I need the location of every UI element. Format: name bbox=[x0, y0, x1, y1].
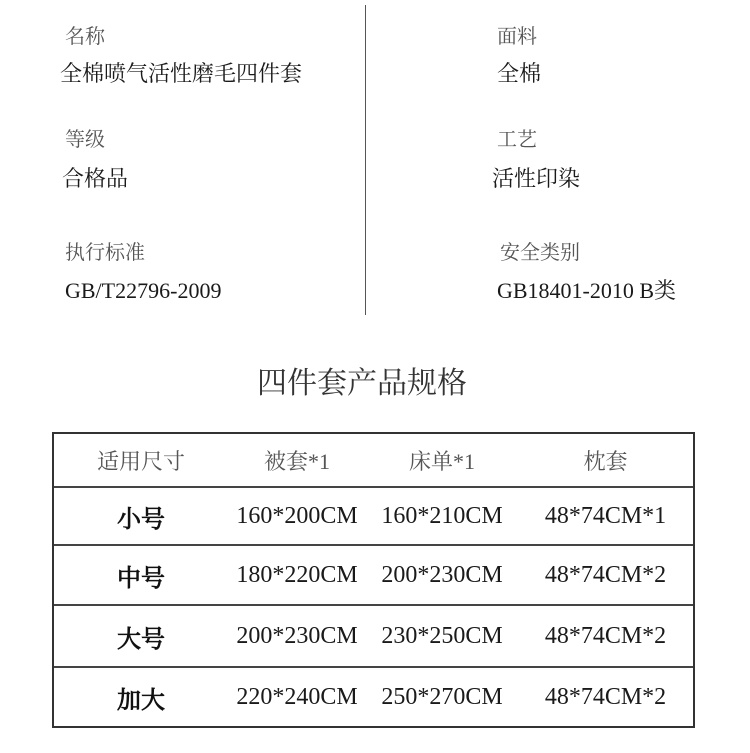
table-row bbox=[54, 606, 693, 668]
row-pillowcase-size: 48*74CM*2 bbox=[544, 622, 667, 649]
spec-value-standard: GB/T22796-2009 bbox=[65, 278, 222, 303]
row-duvet-size: 220*240CM bbox=[236, 683, 358, 710]
row-pillowcase-size: 48*74CM*1 bbox=[544, 502, 667, 529]
spec-label-grade: 等级 bbox=[65, 129, 105, 151]
spec-value-name: 全棉喷气活性磨毛四件套 bbox=[60, 61, 303, 86]
row-duvet-size: 180*220CM bbox=[236, 561, 358, 588]
row-sheet-size: 200*230CM bbox=[381, 561, 503, 588]
row-sheet-size: 160*210CM bbox=[381, 502, 503, 529]
header-duvet: 被套*1 bbox=[263, 448, 330, 474]
size-table bbox=[52, 432, 695, 728]
row-duvet-size: 160*200CM bbox=[236, 502, 358, 529]
table-row bbox=[54, 488, 693, 546]
row-pillowcase-size: 48*74CM*2 bbox=[544, 683, 667, 710]
row-size-label: 大号 bbox=[117, 626, 165, 653]
spec-value-process: 活性印染 bbox=[492, 166, 581, 191]
row-size-label: 小号 bbox=[117, 506, 165, 533]
spec-label-standard: 执行标准 bbox=[65, 242, 145, 264]
spec-label-safety: 安全类别 bbox=[500, 242, 580, 264]
header-sheet: 床单*1 bbox=[408, 448, 475, 474]
table-header-row bbox=[54, 434, 693, 488]
table-title: 四件套产品规格 bbox=[257, 367, 467, 400]
row-duvet-size: 200*230CM bbox=[236, 622, 358, 649]
spec-value-fabric: 全棉 bbox=[497, 61, 542, 86]
spec-value-grade: 合格品 bbox=[62, 166, 129, 191]
header-pillowcase: 枕套 bbox=[583, 448, 628, 474]
spec-label-process: 工艺 bbox=[497, 129, 537, 151]
header-size: 适用尺寸 bbox=[96, 448, 185, 474]
table-row bbox=[54, 668, 693, 726]
spec-label-name: 名称 bbox=[65, 26, 105, 48]
spec-label-fabric: 面料 bbox=[497, 26, 537, 48]
row-pillowcase-size: 48*74CM*2 bbox=[544, 561, 667, 588]
row-sheet-size: 250*270CM bbox=[381, 683, 503, 710]
row-sheet-size: 230*250CM bbox=[381, 622, 503, 649]
table-row bbox=[54, 546, 693, 606]
column-divider bbox=[365, 5, 366, 315]
row-size-label: 中号 bbox=[117, 565, 165, 592]
row-size-label: 加大 bbox=[117, 687, 165, 714]
spec-value-safety: GB18401-2010 B类 bbox=[497, 278, 677, 303]
